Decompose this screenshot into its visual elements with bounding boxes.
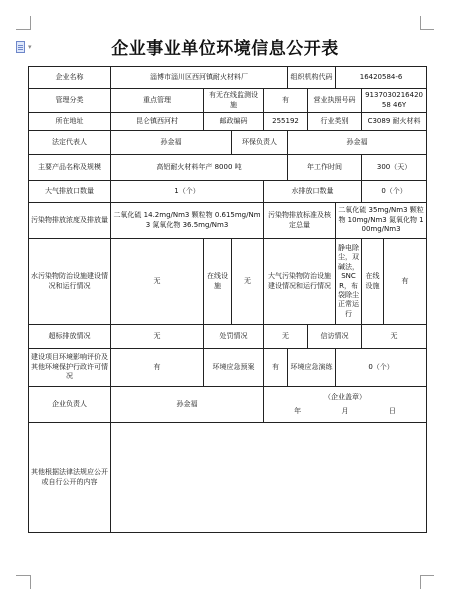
value-env-officer: 孙金福 (288, 131, 427, 155)
label-emergency-drill: 环境应急演练 (288, 349, 336, 387)
table-row (29, 325, 427, 349)
month-label: 月 (341, 406, 349, 415)
label-air-facility: 大气污染物防治设施建设情况和运行情况 (264, 239, 336, 325)
label-principal: 企业负责人 (29, 387, 111, 423)
label-company-name: 企业名称 (29, 67, 111, 89)
label-exceed: 超标排放情况 (29, 325, 111, 349)
value-industry-category: C3089 耐火材料 (362, 113, 427, 131)
table-row (29, 181, 427, 203)
table-row (29, 387, 427, 423)
label-env-officer: 环保负责人 (232, 131, 288, 155)
table-row (29, 89, 427, 113)
crop-mark-tr-v (420, 16, 421, 30)
value-org-code: 16420584-6 (336, 67, 427, 89)
page-title: 企业事业单位环境信息公开表 (111, 39, 339, 59)
value-petition: 无 (362, 325, 427, 349)
label-eia: 建设项目环境影响评价及其他环境保护行政许可情况 (29, 349, 111, 387)
seal-note: （企业盖章） (324, 393, 367, 402)
label-online-monitoring: 有无在线监测设施 (204, 89, 264, 113)
table-row (29, 239, 427, 325)
value-emergency-plan: 有 (264, 349, 288, 387)
label-main-products: 主要产品名称及规模 (29, 155, 111, 181)
label-pollutant-limit: 污染物排放标准及核定总量 (264, 203, 336, 239)
value-main-products: 高铝耐火材料年产 8000 吨 (111, 155, 288, 181)
label-air-outlets: 大气排放口数量 (29, 181, 111, 203)
crop-mark-br-h (420, 575, 434, 576)
table-row (29, 131, 427, 155)
value-management-class: 重点管理 (111, 89, 204, 113)
value-online-monitoring: 有 (264, 89, 308, 113)
table-row (29, 203, 427, 239)
dropdown-arrow-icon: ▾ (28, 42, 32, 51)
label-petition: 信访情况 (308, 325, 362, 349)
table-row (29, 67, 427, 89)
label-management-class: 管理分类 (29, 89, 111, 113)
label-water-online: 在线设施 (204, 239, 232, 325)
value-other-info (111, 423, 427, 533)
value-business-license: 913703021642058 46Y (362, 89, 427, 113)
value-location: 昆仑镇西河村 (111, 113, 204, 131)
label-water-facility: 水污染物防治设施建设情况和运行情况 (29, 239, 111, 325)
label-org-code: 组织机构代码 (288, 67, 336, 89)
label-location: 所在地址 (29, 113, 111, 131)
table-row (29, 155, 427, 181)
value-postal-code: 255192 (264, 113, 308, 131)
crop-mark-tl-v (30, 16, 31, 30)
label-penalty: 处罚情况 (204, 325, 264, 349)
value-water-outlets: 0（个） (362, 181, 427, 203)
value-emissions: 二氧化硫 14.2mg/Nm3 颗粒物 0.615mg/Nm3 氮氧化物 36.5mg/Nm3 (111, 203, 264, 239)
seal-date-cell (264, 387, 427, 423)
label-postal-code: 邮政编码 (204, 113, 264, 131)
label-air-online: 在线设施 (362, 239, 384, 325)
label-water-outlets: 水排放口数量 (264, 181, 362, 203)
crop-mark-tl-h (16, 29, 30, 30)
value-annual-hours: 300（天） (362, 155, 427, 181)
value-principal: 孙金福 (111, 387, 264, 423)
value-emergency-drill: 0（个） (336, 349, 427, 387)
table-row (29, 113, 427, 131)
label-emergency-plan: 环境应急预案 (204, 349, 264, 387)
label-business-license: 营业执照号码 (308, 89, 362, 113)
value-company-name: 淄博市淄川区西河镇耐火材料厂 (111, 67, 288, 89)
value-water-facility: 无 (111, 239, 204, 325)
crop-mark-bl-h (16, 575, 30, 576)
year-label: 年 (294, 406, 302, 415)
value-air-outlets: 1（个） (111, 181, 264, 203)
value-legal-rep: 孙金福 (111, 131, 232, 155)
value-penalty: 无 (264, 325, 308, 349)
crop-mark-tr-h (420, 29, 434, 30)
label-legal-rep: 法定代表人 (29, 131, 111, 155)
value-water-online: 无 (232, 239, 264, 325)
value-air-facility: 静电除尘，双碱法，SNCR，布袋除尘正常运行 (336, 239, 362, 325)
label-annual-hours: 年工作时间 (288, 155, 362, 181)
date-line (266, 407, 424, 416)
crop-mark-br-v (420, 575, 421, 589)
label-other-info: 其他根据法律法规应公开或自行公开的内容 (29, 423, 111, 533)
info-table (28, 66, 427, 533)
value-limits: 二氧化硫 35mg/Nm3 颗粒物 10mg/Nm3 氮氧化物 100mg/Nm3 (336, 203, 427, 239)
value-eia: 有 (111, 349, 204, 387)
crop-mark-bl-v (30, 575, 31, 589)
value-air-online: 有 (384, 239, 427, 325)
label-pollutant-standard: 污染物排放浓度及排放量 (29, 203, 111, 239)
value-exceed: 无 (111, 325, 204, 349)
table-row (29, 349, 427, 387)
table-row (29, 423, 427, 533)
label-industry-category: 行业类别 (308, 113, 362, 131)
day-label: 日 (388, 406, 396, 415)
